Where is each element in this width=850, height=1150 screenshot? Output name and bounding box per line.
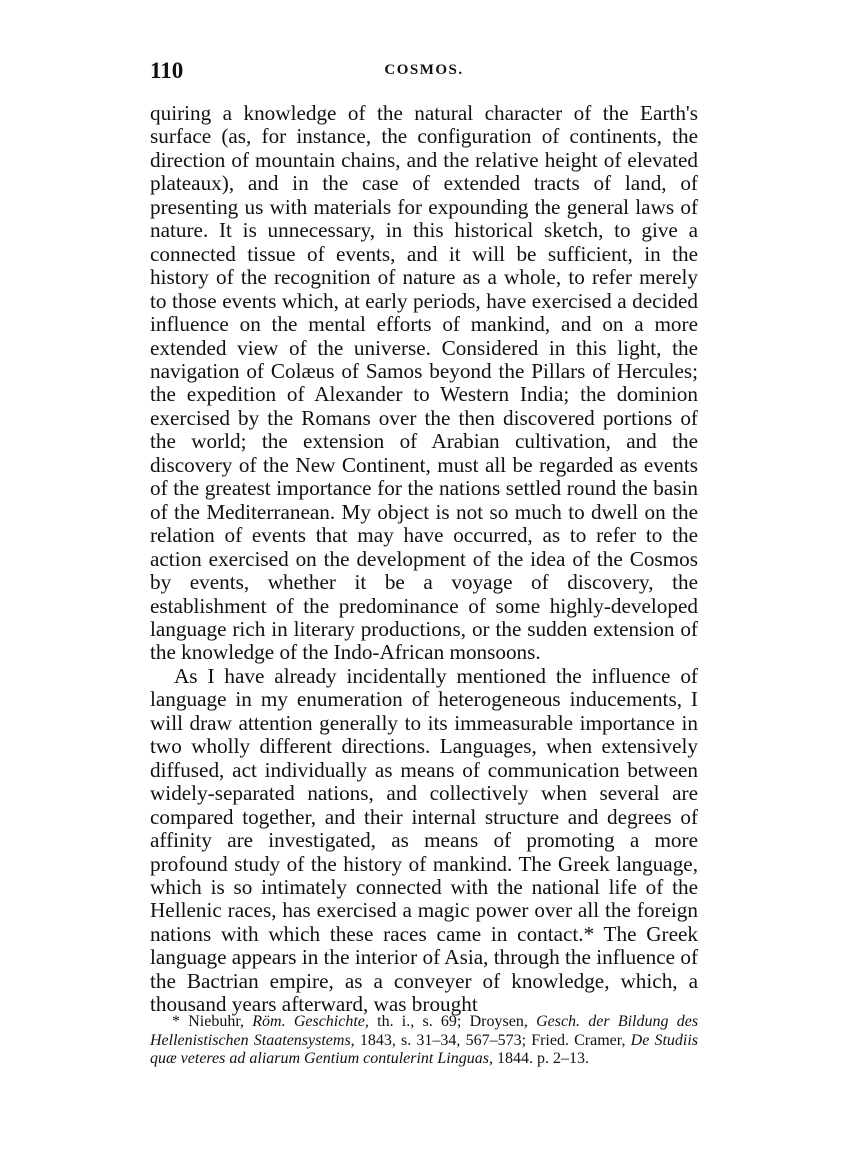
paragraph-language: As I have already incidentally mentioned the influence of language in my enumeration of heterogeneous inducements, I will draw attention generally to its immeasurable importance in two wholly different directions. Languages, when extensively diffused, act individually as means of communication between widely-separated nations, and collectively when several are compared together, and their internal structure and degrees of affinity are investigated, as means of promoting a more profound study of the history of mankind. The Greek language, which is so intimately connected with the national life of the Hellenic races, has exercised a magic power over all the foreign nations with which these races came in contact.* The Greek language appears in the interior of Asia, through the influence of the Bactrian empire, as a conveyer of knowledge, which, a thousand years afterward, was brought [150, 663, 698, 1017]
footnote-reference: th. i., s. 69; Droysen, [377, 1013, 528, 1030]
footnote-work-title: Röm. Geschichte, [252, 1013, 369, 1030]
running-title: COSMOS. [384, 62, 464, 78]
running-header [150, 58, 698, 88]
footnote [150, 1013, 698, 1069]
footnote-work-title: De Studiis quæ veteres ad aliarum Gentium contulerint Linguas, [150, 1031, 699, 1068]
footnote-reference: 1843, s. 31–34, 567–573; Fried. Cramer, [359, 1031, 626, 1049]
footnote-marker: * [172, 1013, 180, 1030]
footnote-reference: 1844. p. 2–13. [496, 1050, 589, 1068]
page-number: 110 [150, 58, 184, 83]
body-text [150, 102, 698, 1017]
footnote-author: Niebuhr, [188, 1013, 245, 1030]
footnote-work-title: Gesch. der Bildung des Hellenistischen Staatensystems, [150, 1013, 699, 1049]
paragraph-continued: quiring a knowledge of the natural character of the Earth's surface (as, for instance, the configuration of continents, the direction of mountain chains, and the relative height of elevated plateaux), and in the case of extended tracts of land, of presenting us with materials for expounding the general laws of nature. It is unnecessary, in this historical sketch, to give a connected tissue of events, and it will be sufficient, in the history of the recognition of nature as a whole, to refer merely to those events which, at early periods, have exercised a decided influence on the mental efforts of mankind, and on a more extended view of the universe. Considered in this light, the navigation of Colæus of Samos beyond the Pillars of Hercules; the expedition of Alexander to Western India; the dominion exercised by the Romans over the then discovered portions of the world; the extension of Arabian cultivation, and the discovery of the New Continent, must all be regarded as events of the greatest importance for the nations settled round the basin of the Mediterranean. My object is not so much to dwell on the relation of events that may have occurred, as to refer to the action exercised on the development of the idea of the Cosmos by events, whether it be a voyage of discovery, the establishment of the predominance of some highly-developed language rich in literary productions, or the sudden extension of the knowledge of the Indo-African monsoons. [150, 101, 698, 665]
